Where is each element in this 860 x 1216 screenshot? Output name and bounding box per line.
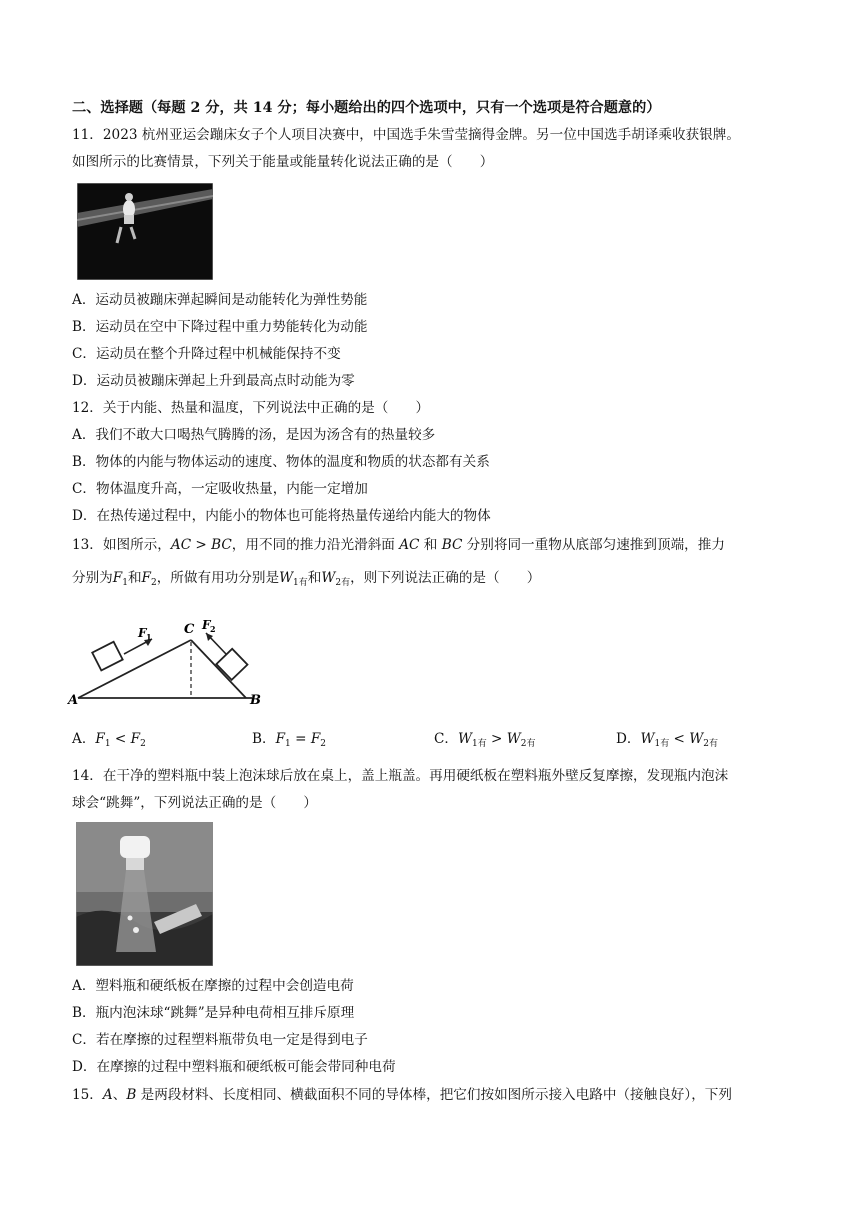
q14-option-b: B．瓶内泡沫球“跳舞”是异种电荷相互排斥原理: [72, 1005, 355, 1021]
label-f2-sub: 2: [210, 624, 216, 634]
q11-option-b: B．运动员在空中下降过程中重力势能转化为动能: [72, 319, 368, 335]
q14-option-d: D．在摩擦的过程中塑料瓶和硬纸板可能会带同种电荷: [72, 1059, 396, 1075]
q11-stem-line-1: 11．2023 杭州亚运会蹦床女子个人项目决赛中，中国选手朱雪莹摘得金牌。另一位中国选手胡译乘收获银牌。: [72, 127, 740, 143]
q14-option-a: A．塑料瓶和硬纸板在摩擦的过程中会创造电荷: [72, 978, 354, 994]
q13-option-b: B．$F_1 = F_2$: [252, 731, 326, 749]
q11-stem-line-2: 如图所示的比赛情景，下列关于能量或能量转化说法正确的是（ ）: [72, 154, 494, 170]
q12-option-d: D．在热传递过程中，内能小的物体也可能将热量传递给内能大的物体: [72, 508, 491, 524]
q13-option-d: D．$W_{1有} < W_{2有}$: [616, 731, 718, 749]
plastic-bottle-photo: [76, 822, 213, 966]
label-b: B: [250, 693, 261, 708]
q11-option-a: A．运动员被蹦床弹起瞬间是动能转化为弹性势能: [72, 292, 368, 308]
q11-option-d: D．运动员被蹦床弹起上升到最高点时动能为零: [72, 373, 355, 389]
q13-stem-line-2: 分别为$F_1$和$F_2$，所做有用功分别是$W_{1有}$和$W_{2有}$，则下列说法正确的是（ ）: [72, 570, 541, 588]
q15-stem: 15．A、B 是两段材料、长度相同、横截面积不同的导体棒，把它们按如图所示接入电路中（接触良好），下列: [72, 1087, 732, 1103]
label-f1-sub: 1: [146, 632, 152, 642]
q13-inequality: AC > BC: [170, 537, 232, 553]
q12-stem: 12．关于内能、热量和温度，下列说法中正确的是（ ）: [72, 400, 430, 416]
q13-option-a: A．$F_1 < F_2$: [72, 731, 146, 749]
label-f1: F: [138, 626, 147, 640]
q12-option-b: B．物体的内能与物体运动的速度、物体的温度和物质的状态都有关系: [72, 454, 490, 470]
label-a: A: [68, 693, 79, 708]
q13-option-c: C．$W_{1有} > W_{2有}$: [434, 731, 536, 749]
incline-diagram: [66, 612, 266, 712]
label-c: C: [184, 622, 195, 637]
section-heading: 二、选择题（每题 2 分，共 14 分；每小题给出的四个选项中，只有一个选项是符合题意的）: [72, 100, 661, 116]
trampoline-photo: [77, 183, 213, 280]
q14-option-c: C．若在摩擦的过程塑料瓶带负电一定是得到电子: [72, 1032, 368, 1048]
q14-stem-line-1: 14．在干净的塑料瓶中装上泡沫球后放在桌上，盖上瓶盖。再用硬纸板在塑料瓶外壁反复摩擦，发现瓶内泡沫: [72, 768, 729, 784]
q12-option-c: C．物体温度升高，一定吸收热量，内能一定增加: [72, 481, 368, 497]
q12-option-a: A．我们不敢大口喝热气腾腾的汤，是因为汤含有的热量较多: [72, 427, 436, 443]
q14-stem-line-2: 球会“跳舞”，下列说法正确的是（ ）: [72, 795, 317, 811]
q13-stem-line-1: 13．如图所示，AC > BC，用不同的推力沿光滑斜面 AC 和 BC 分别将同一重物从底部匀速推到顶端，推力: [72, 537, 725, 553]
label-f2: F: [202, 618, 211, 632]
q11-option-c: C．运动员在整个升降过程中机械能保持不变: [72, 346, 341, 362]
